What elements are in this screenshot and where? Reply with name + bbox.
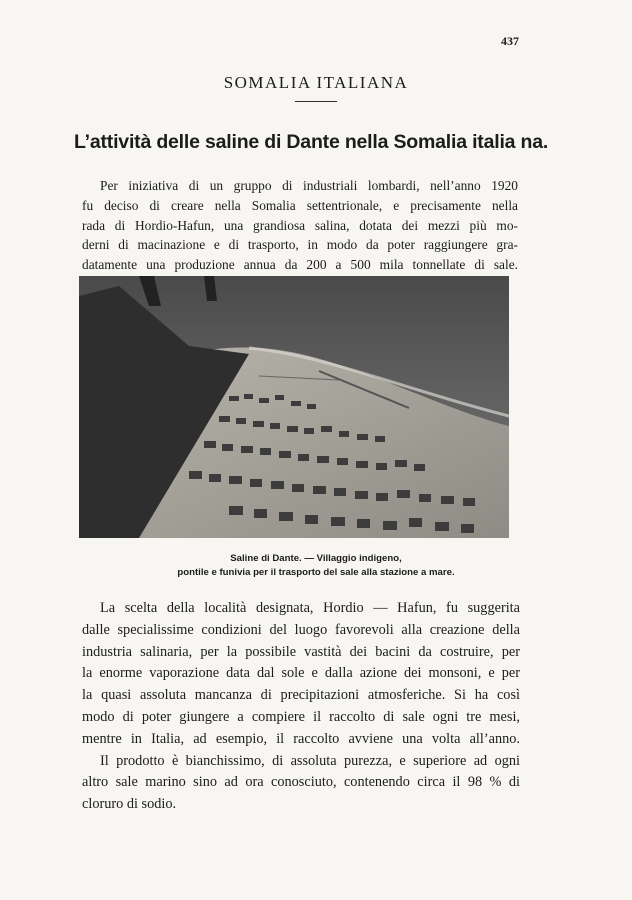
text-line: Per iniziativa di un gruppo di industriali lombardi, nell’anno 1920 bbox=[100, 178, 518, 193]
photo-illustration bbox=[79, 276, 509, 538]
caption-line-2: pontile e funivia per il trasporto del sale alla stazione a mare. bbox=[177, 567, 455, 578]
text-line: derni di macinazione e di trasporto, in modo da poter raggiungere gra- bbox=[82, 237, 518, 253]
caption-line-1: Saline di Dante. — Villaggio indigeno, bbox=[230, 553, 402, 564]
page-number: 437 bbox=[501, 34, 519, 48]
text-line: rada di Hordio-Hafun, una grandiosa salina, dotata dei mezzi più mo- bbox=[82, 217, 518, 233]
text-line: fu deciso di creare nella Somalia settentrionale, e precisamente nella bbox=[82, 197, 518, 213]
section-divider bbox=[295, 101, 337, 102]
text-line: industria salinaria, per la possibile vastità dei bacini da costruire, per bbox=[82, 643, 520, 660]
text-line: La scelta della località designata, Hordio — Hafun, fu suggerita bbox=[100, 600, 520, 616]
section-title: SOMALIA ITALIANA bbox=[223, 73, 409, 92]
text-line: Il prodotto è bianchissimo, di assoluta purezza, e superiore ad ogni bbox=[100, 752, 520, 769]
article-title: L’attività delle saline di Dante nella Somalia italia na. bbox=[74, 131, 549, 153]
text-line: dalle specialissime condizioni del luogo favorevoli alla creazione della bbox=[82, 621, 520, 638]
text-line: altro sale marino sino ad ora conosciuto, contenendo circa il 98 % di bbox=[82, 774, 520, 791]
photograph-salt-works-village bbox=[79, 276, 509, 538]
photo-caption bbox=[0, 552, 632, 580]
text-line: la enorme vaporazione data dal sole e dalla azione dei monsoni, e per bbox=[82, 665, 520, 682]
text-line: modo di poter giungere a compiere il raccolto di sale ogni tre mesi, bbox=[82, 708, 520, 725]
text-line: datamente una produzione annua da 200 a 500 mila tonnellate di sale. bbox=[82, 257, 518, 273]
paragraph-location bbox=[82, 598, 520, 816]
paragraph-intro bbox=[82, 176, 518, 275]
text-line: la quasi assoluta mancanza di precipitazioni atmosferiche. Si ha così bbox=[82, 687, 520, 704]
text-line: cloruro di sodio. bbox=[82, 796, 177, 813]
text-line: mentre in Italia, ad esempio, il raccolto avviene una volta all’anno. bbox=[82, 730, 520, 747]
